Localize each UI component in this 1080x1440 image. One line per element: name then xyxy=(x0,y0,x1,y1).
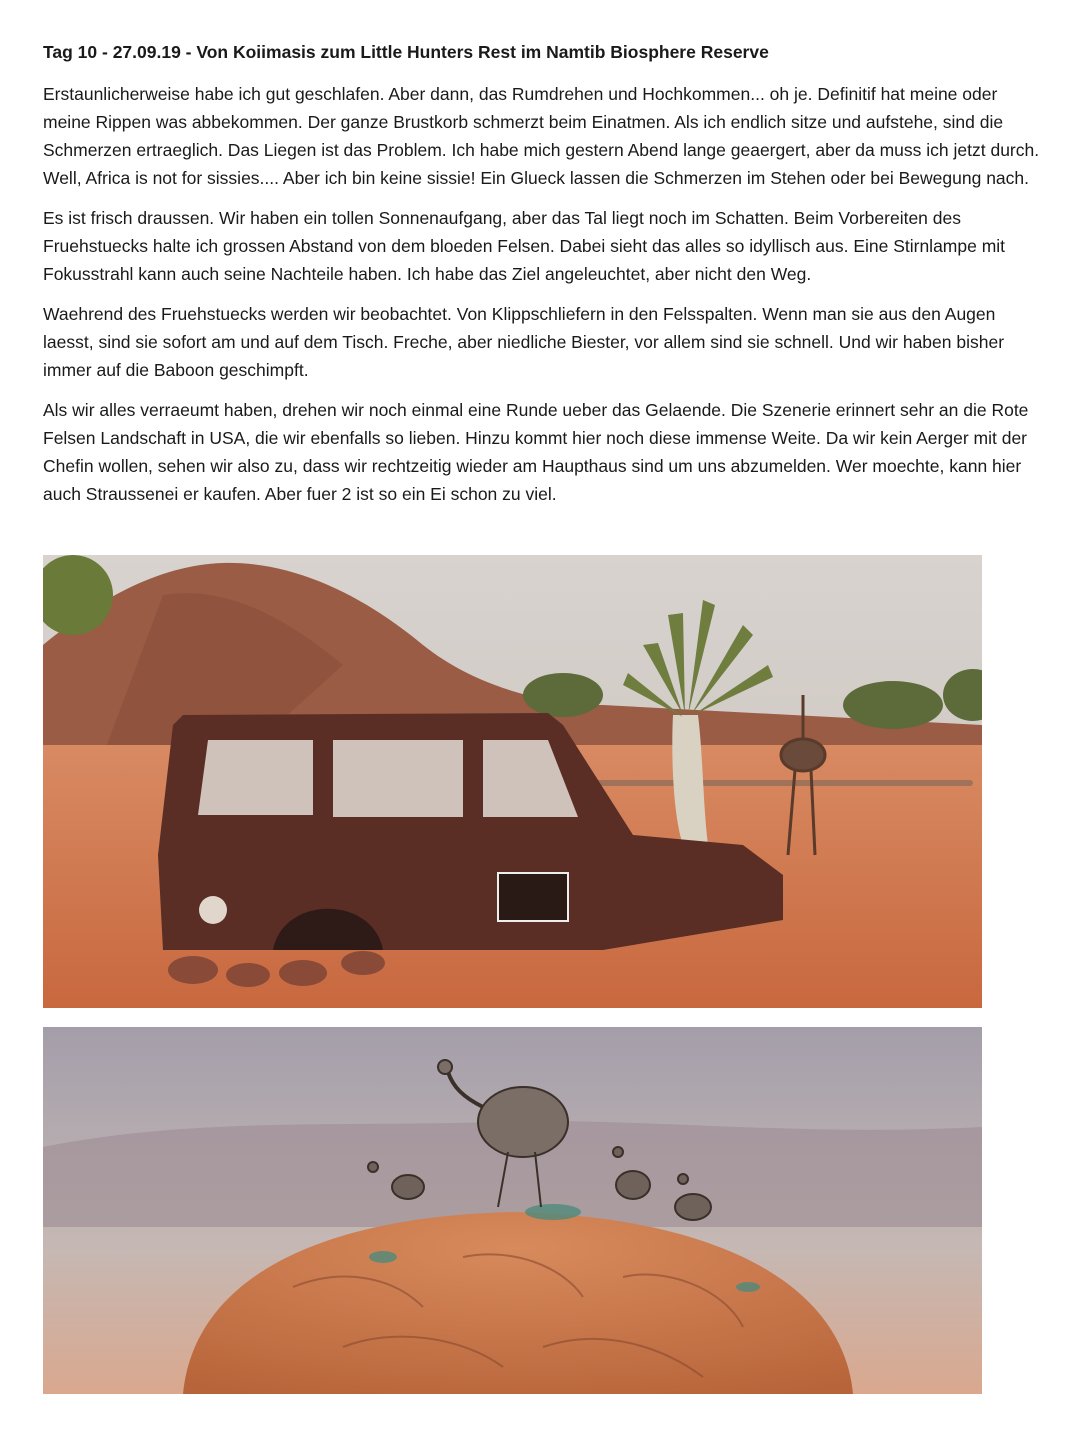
paragraph-2: Es ist frisch draussen. Wir haben ein tollen Sonnenaufgang, aber das Tal liegt noch im Schatten. Beim Vorbereiten des Fruehstuecks halte ich grossen Abstand von dem bloeden Felsen. Dabei sieht das alles so idyllisch aus. Eine Stirnlampe mit Fokusstrahl kann auch seine Nachteile haben. Ich habe das Ziel angeleuchtet, aber nicht den Weg. xyxy=(43,208,1006,284)
rusty-car-illustration xyxy=(43,555,982,1008)
page-title: Tag 10 - 27.09.19 - Von Koiimasis zum Little Hunters Rest im Namtib Biosphere Reserve xyxy=(43,42,769,62)
sculpture-illustration xyxy=(43,1027,982,1394)
photo-rusty-car xyxy=(43,555,982,1008)
paragraph-4: Als wir alles verraeumt haben, drehen wir noch einmal eine Runde ueber das Gelaende. Die Szenerie erinnert sehr an die Rote Felsen Landschaft in USA, die wir ebenfalls so lieben. Hinzu kommt hier noch diese immense Weite. Da wir kein Aerger mit der Chefin wollen, sehen wir also zu, dass wir rechtzeitig wieder am Haupthaus sind um uns abzumelden. Wer moechte, kann hier auch Straussenei er kaufen. Aber fuer 2 ist so ein Ei schon zu viel. xyxy=(43,400,1029,504)
document-page xyxy=(43,38,1043,520)
paragraph-1: Erstaunlicherweise habe ich gut geschlafen. Aber dann, das Rumdrehen und Hochkommen... oh je. Definitif hat meine oder meine Rippen was abbekommen. Der ganze Brustkorb schmerzt beim Einatmen. Als ich endlich sitze und aufstehe, sind die Schmerzen ertraeglich. Das Liegen ist das Problem. Ich habe mich gestern Abend lange geaergert, aber da muss ich jetzt durch. Well, Africa is not for sissies.... Aber ich bin keine sissie! Ein Glueck lassen die Schmerzen im Stehen oder bei Bewegung nach. xyxy=(43,84,1040,188)
photo-guinea-fowl-sculpture xyxy=(43,1027,982,1394)
paragraph-3: Waehrend des Fruehstuecks werden wir beobachtet. Von Klippschliefern in den Felsspalten. Wenn man sie aus den Augen laesst, sind sie sofort am und auf dem Tisch. Freche, aber niedliche Biester, vor allem sind sie schnell. Und wir haben bisher immer auf die Baboon geschimpft. xyxy=(43,304,1005,380)
